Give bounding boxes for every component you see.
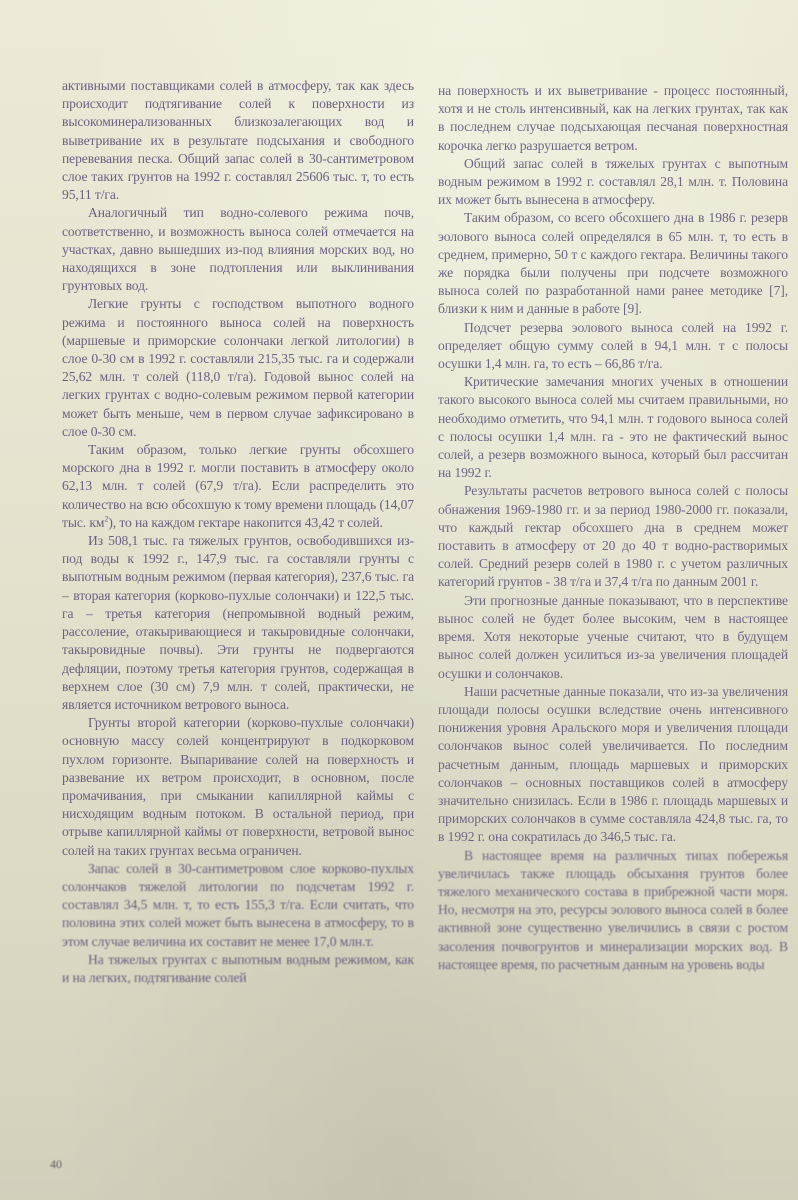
paragraph: Аналогичный тип водно-солевого режима почв, соответственно, и возможность выноса солей отмечается на участках, давно вышедших из-под влияния морских вод, но находящихся в зоне подтопления или выклинивания грунтовых вод. [62, 205, 414, 294]
paragraph: Эти прогнозные данные показывают, что в перспективе вынос солей не будет более высоким, чем в настоящее время. Хотя некоторые ученые считают, что в будущем вынос солей должен усилиться из-за увеличения площадей осушки и солончаков. [438, 592, 788, 681]
paragraph: Грунты второй категории (корково-пухлые солончаки) основную массу солей концентрируют в подкорковом пухлом горизонте. Выпаривание солей на поверхность и развевание их ветром происходит, в основном, после промачивания, при смыкании капиллярной каймы с нисходящим водным потоком. В остальной период, при отрыве капиллярной каймы от поверхности, ветровой вынос солей на таких грунтах весьма ограничен. [62, 715, 414, 858]
page-number: 40 [50, 1157, 62, 1171]
paragraph: Общий запас солей в тяжелых грунтах с выпотным водным режимом в 1992 г. составлял 28,1 млн. т. Половина их может быть вынесена в атмосферу. [438, 155, 788, 208]
left-text-column [62, 77, 414, 987]
paragraph: Подсчет резерва эолового выноса солей на 1992 г. определяет общую сумму солей в 94,1 млн. т с полосы осушки 1,4 млн. га, то есть – 66,86 т/га. [438, 319, 788, 372]
paragraph: на поверхность и их выветривание - процесс постоянный, хотя и не столь интенсивный, как на легких грунтах, так как в последнем случае подсыхающая песчаная поверхностная корочка легко разрушается ветром. [438, 83, 788, 153]
paragraph: На тяжелых грунтах с выпотным водным режимом, как и на легких, подтягивание солей [62, 951, 414, 985]
paragraph: Из 508,1 тыс. га тяжелых грунтов, освободившихся из-под воды к 1992 г., 147,9 тыс. га составляли грунты с выпотным водным режимом (первая категория), 237,6 тыс. га – вторая категория (корково-пухлые солончаки) и 122,5 тыс. га – третья категория (непромывной водный режим, рассоление, отакыривающиеся и такыровидные солончаки, такыровидные почвы). Эти грунты не подвергаются дефляции, поэтому третья категория грунтов, содержащая в верхнем слое (30 см) 7,9 млн. т солей, практически, не является источником ветрового выноса. [62, 533, 414, 712]
paragraph: активными поставщиками солей в атмосферу, так как здесь происходит подтягивание солей к поверхности из высокоминерализованных близкозалегающих вод и выветривание их в результате подсыхания и свободного перевевания песка. Общий запас солей в 30-сантиметровом слое таких грунтов на 1992 г. составлял 25606 тыс. т, то есть 95,11 т/га. [62, 78, 414, 203]
paragraph-text: Таким образом, только легкие грунты обсохшего морского дна в 1992 г. могли поставить в атмосферу около 62,13 млн. т солей (67,9 т/га). Если распределить это количество на всю обсохшую к тому времени площадь (14,07 тыс. км [62, 442, 414, 530]
paragraph: Результаты расчетов ветрового выноса солей с полосы обнажения 1969-1980 гг. и за период 1980-2000 гг. показали, что каждый гектар обсохшего дна в среднем может поставить в атмосферу от 20 до 40 т водно-растворимых солей. Средний резерв солей в 1980 г. с учетом различных категорий грунтов - 38 т/га и 37,4 т/га по данным 2001 г. [438, 483, 788, 590]
paragraph: Легкие грунты с господством выпотного водного режима и постоянного выноса солей на поверхность (маршевые и приморские солончаки легкой литологии) в слое 0-30 см в 1992 г. составляли 215,35 тыс. га и содержали 25,62 млн. т солей (118,0 т/га). Годовой вынос солей на легких грунтах с водно-солевым режимом первой категории может быть меньше, чем в первом случае зафиксировано в слое 0-30 см. [62, 296, 414, 439]
paragraph-text: ), то на каждом гектаре накопится 43,42 т солей. [108, 514, 383, 530]
paragraph: Таким образом, со всего обсохшего дна в 1986 г. резерв эолового выноса солей определялся в 65 млн. т, то есть в среднем, примерно, 50 т с каждого гектара. Величины такого же порядка были получены при подсчете возможного выноса солей по разработанной нами ранее методике [7], близки к ним и данные в работе [9]. [438, 210, 788, 317]
paragraph: Запас солей в 30-сантиметровом слое корково-пухлых солончаков тяжелой литологии по подсчетам 1992 г. составлял 34,5 млн. т, то есть 155,3 т/га. Если считать, что половина этих солей может быть вынесена в атмосферу, то в этом случае величина их составит не менее 17,0 млн.т. [62, 860, 414, 949]
paragraph: В настоящее время на различных типах побережья увеличилась также площадь обсыхания грунтов более тяжелого механического состава в прибрежной части моря. Но, несмотря на это, ресурсы эолового выноса солей в более активной зоне существенно увеличились в связи с ростом засоления почвогрунтов и минерализации морских вод. В настоящее время, по расчетным данным на уровень воды [438, 847, 788, 972]
right-text-column [438, 82, 788, 974]
paragraph [62, 441, 414, 532]
superscript: 2 [104, 514, 109, 524]
paragraph: Критические замечания многих ученых в отношении такого высокого выноса солей мы считаем правильными, но необходимо отметить, что 94,1 млн. т годового выноса солей с полосы осушки 1,4 млн. га - это не фактический вынос солей, а резерв возможного выноса, который был рассчитан на 1992 г. [438, 374, 788, 481]
paragraph: Наши расчетные данные показали, что из-за увеличения площади полосы осушки вследствие очень интенсивного понижения уровня Аральского моря и увеличения площади солончаков вынос солей увеличивается. По последним расчетным данным, площадь маршевых и приморских солончаков – основных поставщиков солей в атмосферу значительно снизилась. Если в 1986 г. площадь маршевых и приморских солончаков в сумме составляла 424,8 тыс. га, то в 1992 г. она сократилась до 346,5 тыс. га. [438, 683, 788, 845]
